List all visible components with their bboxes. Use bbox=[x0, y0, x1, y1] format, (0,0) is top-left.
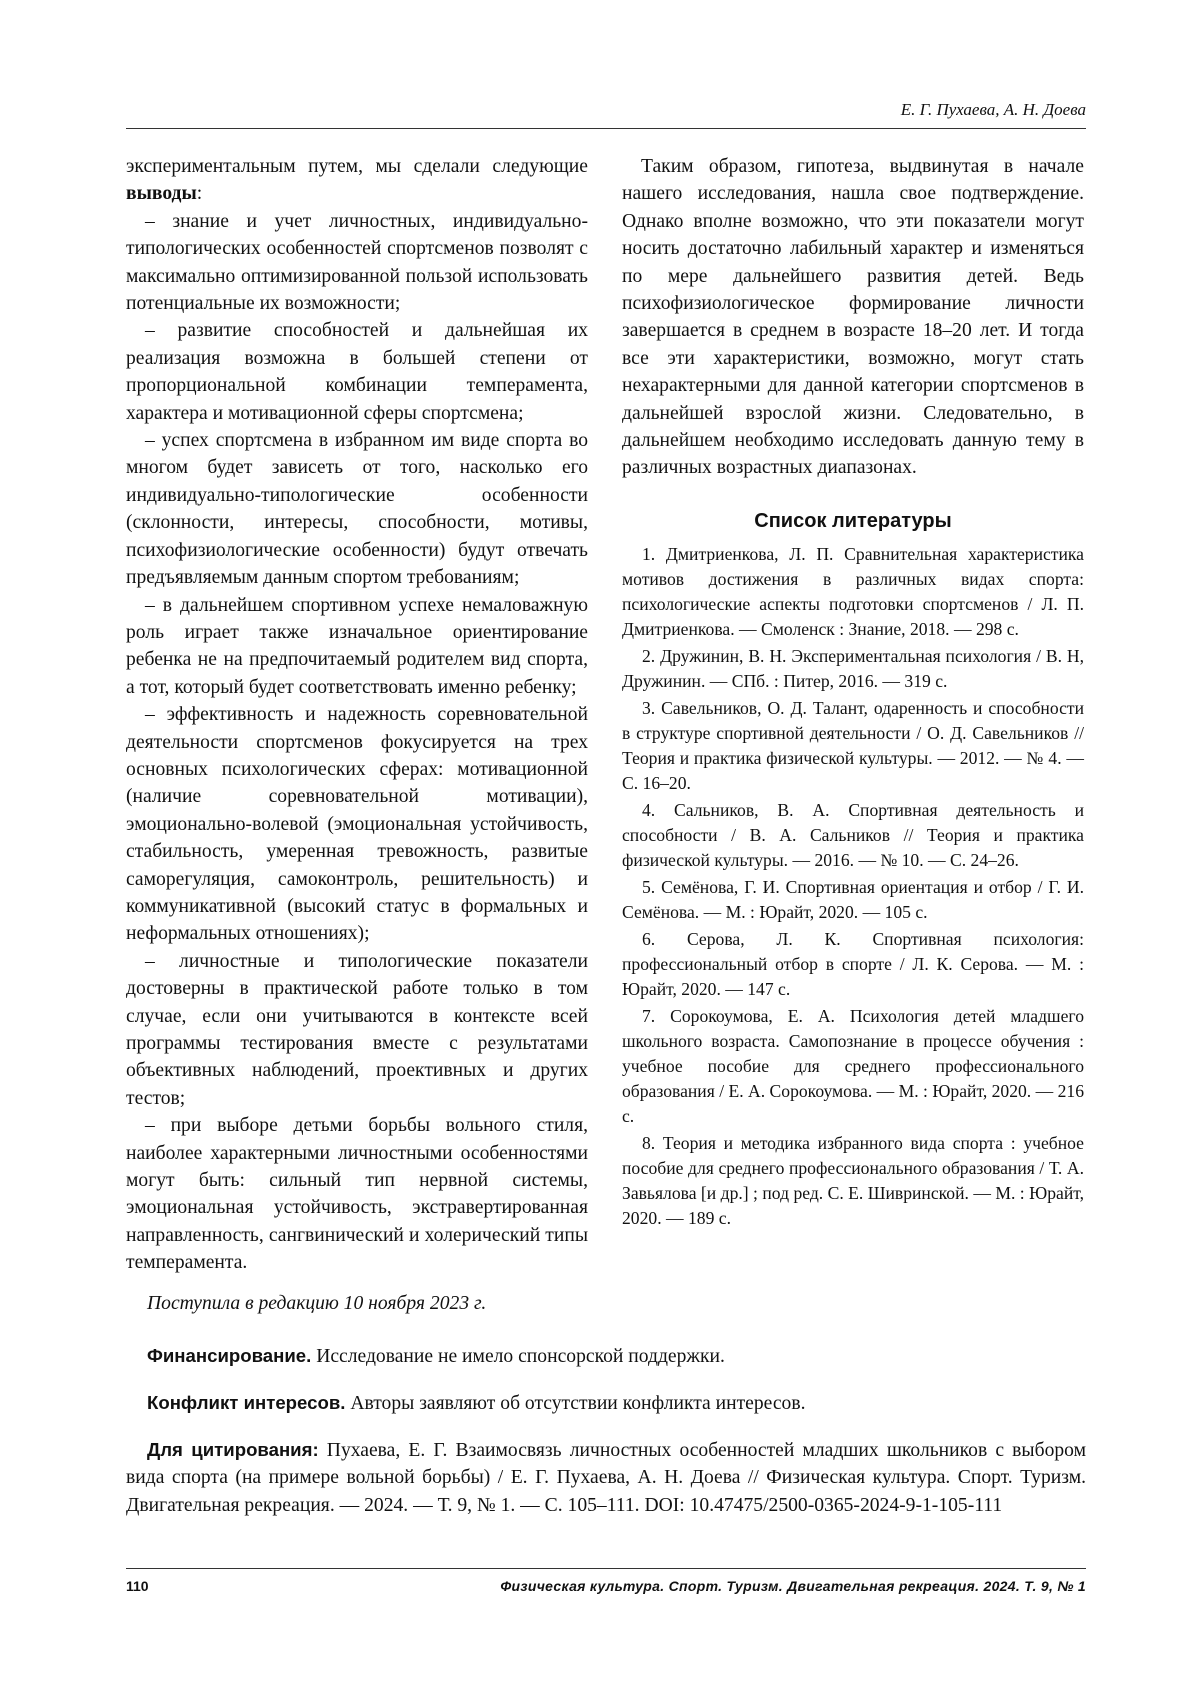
conclusion-item: – в дальнейшем спортивном успехе немаловажную роль играет также изначальное ориентирование ребенка не на предпочитаемый родителем вид спорта, а тот, который будет соответствовать именно ребенку; bbox=[126, 594, 588, 698]
funding-text: Исследование не имело спонсорской поддержки. bbox=[311, 1346, 725, 1367]
conclusion-item: – личностные и типологические показатели достоверны в практической работе только в том случае, если они учитываются в контексте всей программы тестирования вместе с результатами объективных наблюдений, проективных и других тестов; bbox=[126, 950, 588, 1109]
conclusion-item: – знание и учет личностных, индивидуально-типологических особенностей спортсменов позволят с максимально оптимизированной пользой использовать потенциальные их возможности; bbox=[126, 210, 588, 315]
running-header-authors: Е. Г. Пухаева, А. Н. Доева bbox=[900, 100, 1086, 119]
conclusions-intro bbox=[126, 153, 588, 208]
conflict-label: Конфликт интересов. bbox=[147, 1392, 346, 1413]
intro-text: экспериментальным путем, мы сделали следующие bbox=[126, 156, 588, 177]
conflict-note bbox=[147, 1389, 1086, 1417]
conclusion-item: – при выборе детьми борьбы вольного стиля, наиболее характерными личностными особенностями могут быть: сильный тип нервной системы, эмоциональная устойчивость, экстравертированная направленность, сангвинический и холерический типы темперамента. bbox=[126, 1115, 588, 1274]
reference-item: 4. Сальников, В. А. Спортивная деятельность и способности / В. А. Сальников // Теория и практика физической культуры. — 2016. — № 10. — С. 24–26. bbox=[622, 799, 1084, 870]
reference-item: 3. Савельников, О. Д. Талант, одаренность и способности в структуре спортивной деятельности / О. Д. Савельников // Теория и практика физической культуры. — 2012. — № 4. — С. 16–20. bbox=[622, 697, 1084, 793]
header-divider bbox=[126, 128, 1086, 129]
intro-bold: выводы bbox=[126, 183, 197, 205]
received-date: Поступила в редакцию 10 ноября 2023 г. bbox=[147, 1293, 487, 1314]
reference-item: 2. Дружинин, В. Н. Экспериментальная психология / В. Н, Дружинин. — СПб. : Питер, 2016. — 319 с. bbox=[622, 645, 1084, 691]
page-number: 110 bbox=[126, 1578, 149, 1594]
journal-footer-title: Физическая культура. Спорт. Туризм. Двигательная рекреация. 2024. Т. 9, № 1 bbox=[500, 1578, 1086, 1594]
conclusion-paragraph: Таким образом, гипотеза, выдвинутая в начале нашего исследования, нашла свое подтверждение. Однако вполне возможно, что эти показатели могут носить достаточно лабильный характер и изменяться по мере дальнейшего развития детей. Ведь психофизиологическое формирование личности завершается в среднем в возрасте 18–20 лет. И тогда все эти характеристики, возможно, могут стать нехарактерными для данной категории спортсменов в дальнейшей взрослой жизни. Следовательно, в дальнейшем необходимо исследовать данную тему в различных возрастных диапазонах. bbox=[622, 156, 1084, 479]
reference-item: 7. Сорокоумова, Е. А. Психология детей младшего школьного возраста. Самопознание в процессе обучения : учебное пособие для среднего профессионального образования / Е. А. Сорокоумова. — М. : Юрайт, 2020. — 216 с. bbox=[622, 1005, 1084, 1126]
funding-note bbox=[147, 1342, 1086, 1370]
conclusion-item: – эффективность и надежность соревновательной деятельности спортсменов фокусируется на трех основных психологических сферах: мотивационной (наличие соревновательной мотивации), эмоционально-волевой (эмоциональная устойчивость, стабильность, умеренная тревожность, развитые саморегуляция, самоконтроль, решительность) и коммуникативной (высокий статус в формальных и неформальных отношениях); bbox=[126, 704, 588, 945]
intro-colon: : bbox=[196, 183, 203, 205]
citation-label: Для цитирования: bbox=[147, 1439, 319, 1460]
citation-note bbox=[126, 1436, 1086, 1519]
reference-item: 5. Семёнова, Г. И. Спортивная ориентация и отбор / Г. И. Семёнова. — М. : Юрайт, 2020. — 105 с. bbox=[622, 876, 1084, 922]
references-heading: Список литературы bbox=[754, 509, 952, 532]
conflict-text: Авторы заявляют об отсутствии конфликта интересов. bbox=[345, 1393, 806, 1414]
conclusion-item: – развитие способностей и дальнейшая их реализация возможна в большей степени от пропорциональной комбинации темперамента, характера и мотивационной сферы спортсмена; bbox=[126, 320, 588, 424]
citation-text: Пухаева, Е. Г. Взаимосвязь личностных особенностей младших школьников с выбором вида спорта (на примере вольной борьбы) / Е. Г. Пухаева, А. Н. Доева // Физическая культура. Спорт. Туризм. Двигательная рекреация. — 2024. — Т. 9, № 1. — С. 105–111. DOI: 10.47475/2500-0365-2024-9-1-105-111 bbox=[126, 1440, 1086, 1516]
references-list bbox=[622, 542, 1084, 1231]
reference-item: 1. Дмитриенкова, Л. П. Сравнительная характеристика мотивов достижения в различных видах спорта: психологические аспекты подготовки спортсменов / Л. П. Дмитриенкова. — Смоленск : Знание, 2018. — 298 с. bbox=[622, 543, 1084, 639]
right-column bbox=[622, 153, 1084, 1233]
reference-item: 8. Теория и методика избранного вида спорта : учебное пособие для среднего профессионального образования / Т. А. Завьялова [и др.] ; под ред. С. Е. Шивринской. — М. : Юрайт, 2020. — 189 с. bbox=[622, 1132, 1084, 1228]
left-column bbox=[126, 153, 588, 1277]
conclusion-item: – успех спортсмена в избранном им виде спорта во многом будет зависеть от того, насколько его индивидуально-типологические особенности (склонности, интересы, способности, мотивы, психофизиологические особенности) будут отвечать предъявляемым данным спортом требованиям; bbox=[126, 430, 588, 589]
footer-divider bbox=[126, 1568, 1086, 1569]
funding-label: Финансирование. bbox=[147, 1345, 312, 1366]
reference-item: 6. Серова, Л. К. Спортивная психология: профессиональный отбор в спорте / Л. К. Серова. — М. : Юрайт, 2020. — 147 с. bbox=[622, 928, 1084, 999]
